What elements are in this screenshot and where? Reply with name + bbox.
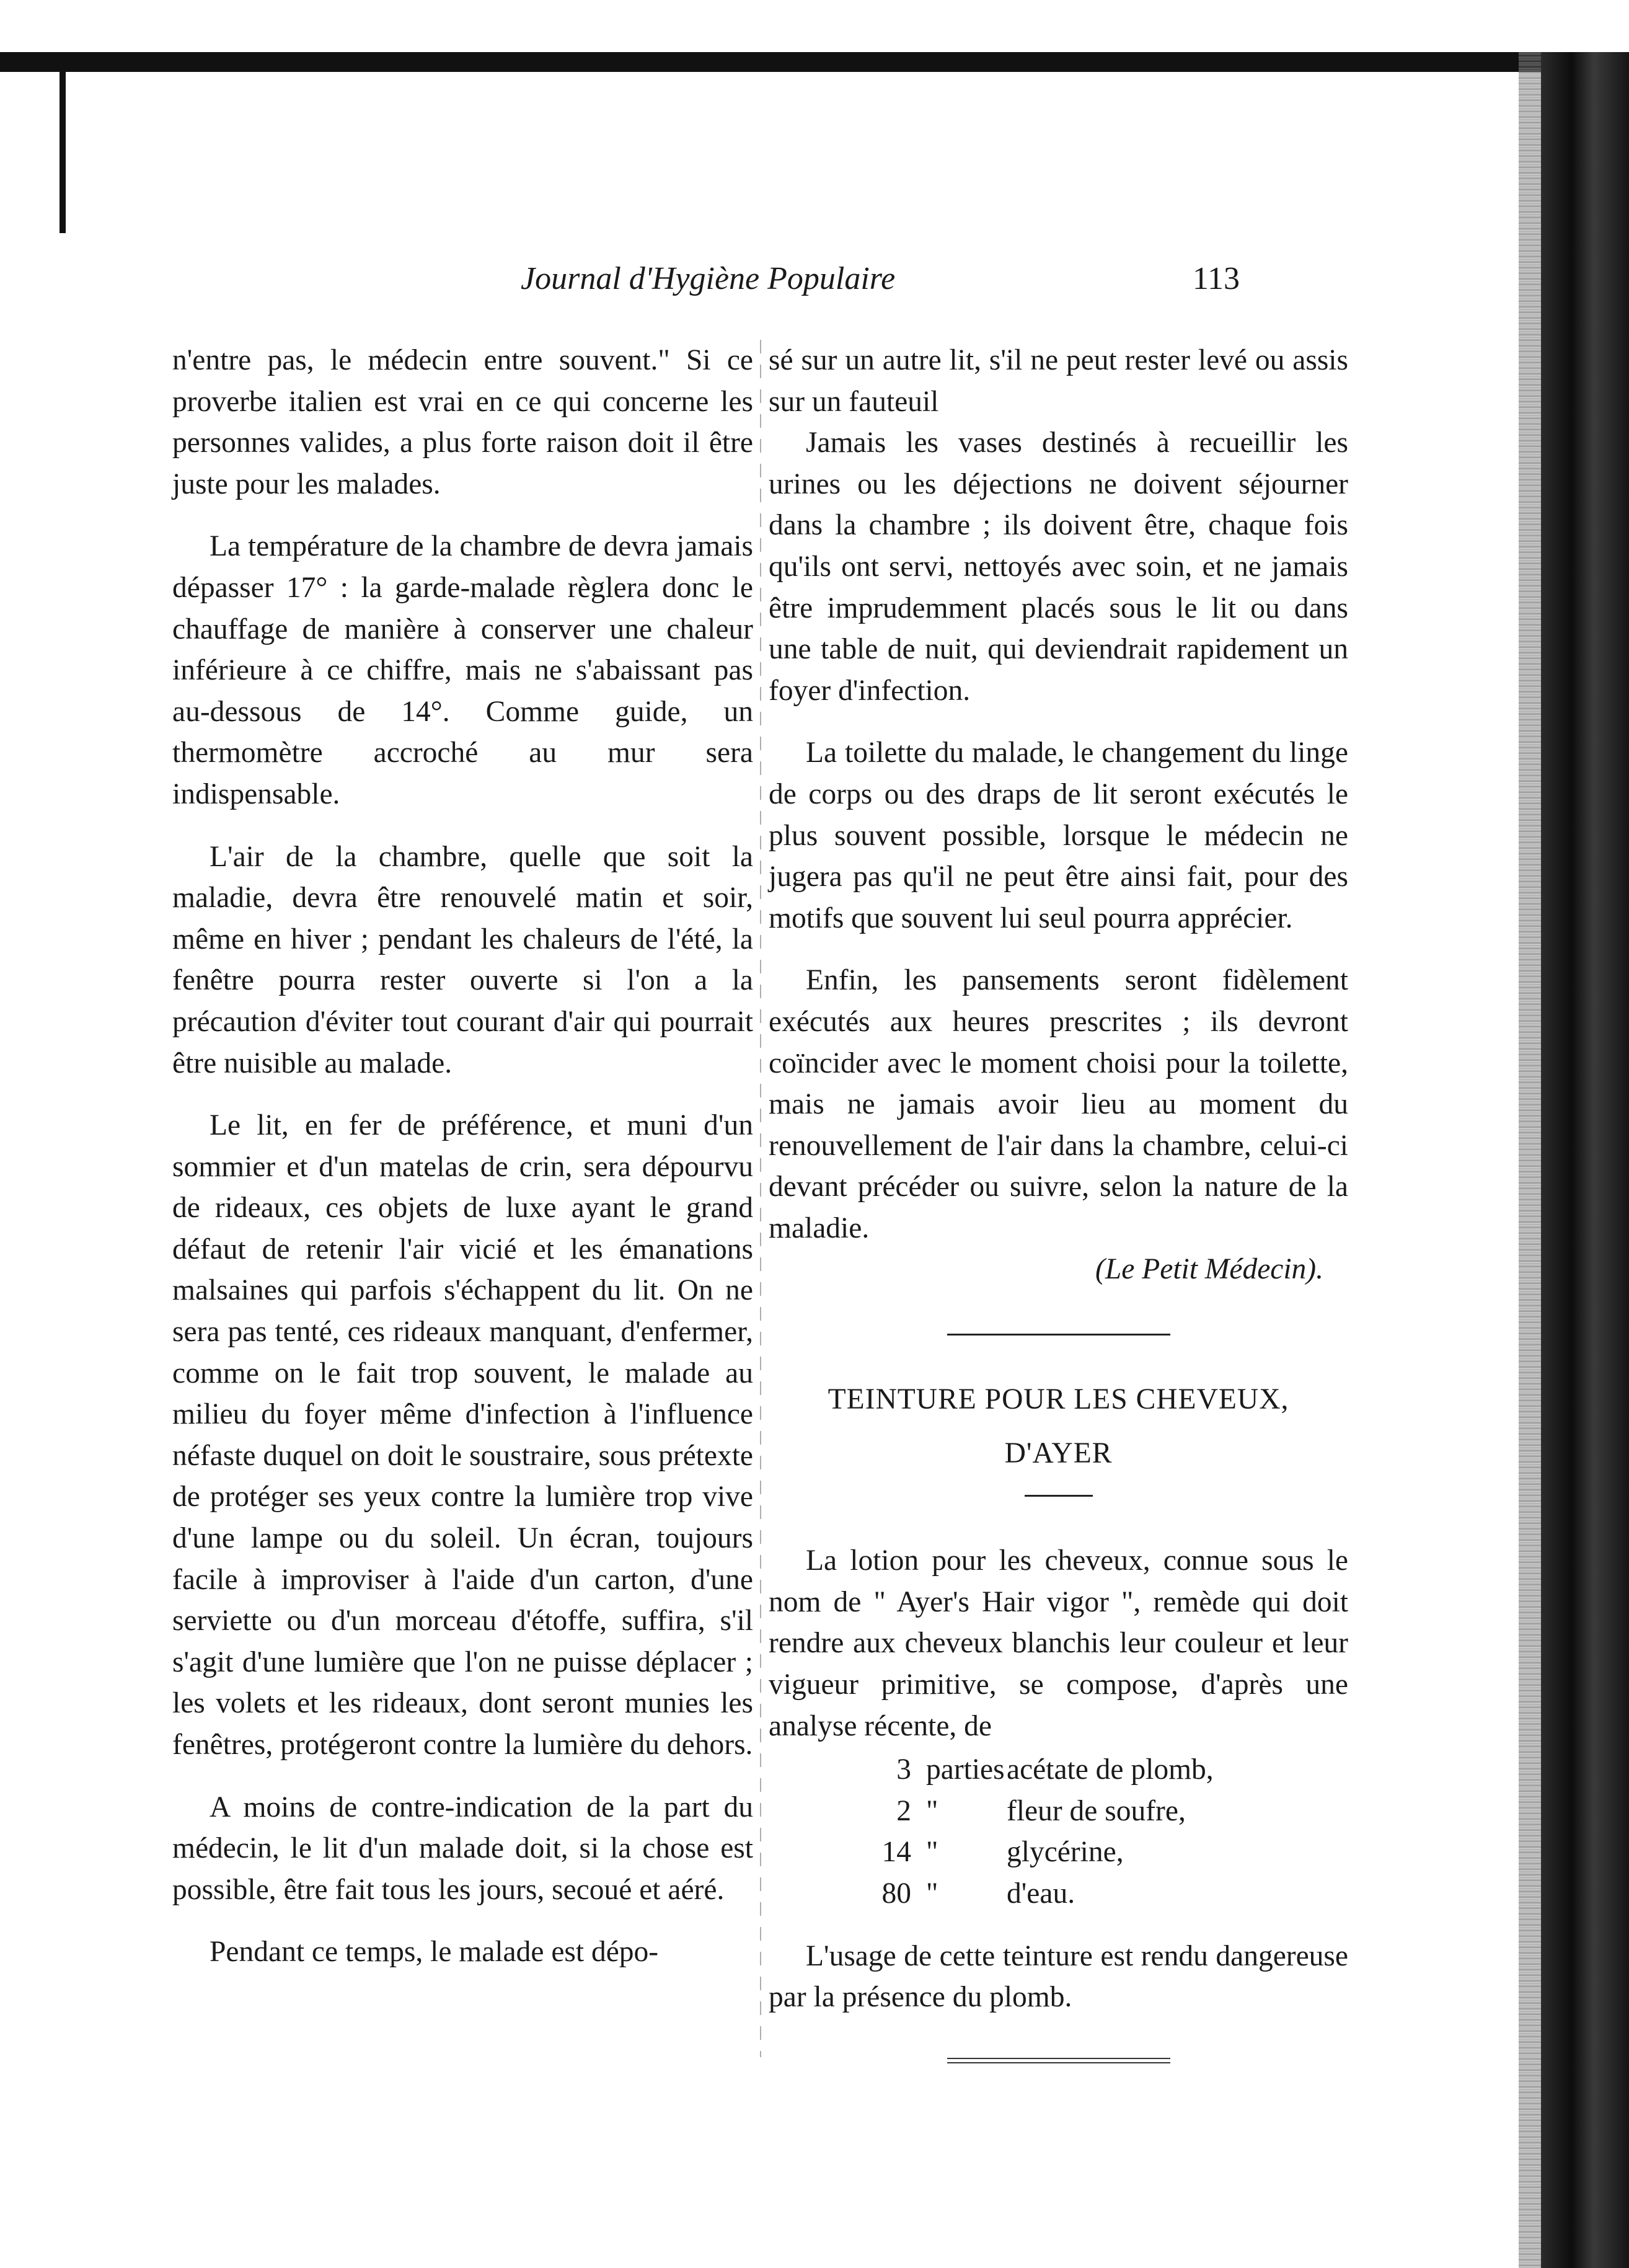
page-number: 113 xyxy=(1192,261,1240,296)
paragraph: Jamais les vases destinés à recueillir les urines ou les déjections ne doivent séjourner dans la chambre ; ils doivent être, chaque fois qu'ils ont servi, nettoyés avec soin, et ne jamais être imprudemment placés sous le lit ou dans une table de nuit, qui deviendrait rapidement un foyer d'infection. xyxy=(769,427,1348,707)
page-header xyxy=(521,260,1240,310)
paragraph: Enfin, les pansements seront fidèlement exécutés aux heures prescrites ; ils devront coïncider avec le moment choisi pour la toilette, mais ne jamais avoir lieu au moment du renouvellement de l'air dans la chambre, celui-ci devant précéder ou suivre, selon la nature de la maladie. xyxy=(769,964,1348,1244)
paragraph: La lotion pour les cheveux, connue sous le nom de " Ayer's Hair vigor ", remède qui doit rendre aux cheveux blanchis leur couleur et leur vigueur primitive, se compose, d'après une analyse récente, de xyxy=(769,1544,1348,1742)
paragraph: L'usage de cette teinture est rendu dangereuse par la présence du plomb. xyxy=(769,1939,1348,2014)
scan-top-border xyxy=(0,52,1629,72)
column-divider xyxy=(760,340,761,2057)
paragraph: n'entre pas, le médecin entre souvent." Si ce proverbe italien est vrai en ce qui concerne les personnes valides, a plus forte raison doit il être juste pour les malades. xyxy=(172,344,753,500)
right-column xyxy=(769,340,1348,2063)
section-rule xyxy=(947,1334,1170,1336)
paragraph: La température de la chambre de devra jamais dépasser 17° : la garde-malade règlera donc le chauffage de manière à conserver une chaleur inférieure à ce chiffre, mais ne s'abaissant pas au-dessous de 14°. Comme guide, un thermomètre accroché au mur sera indispensable. xyxy=(172,530,753,810)
recipe-list xyxy=(855,1749,1348,1914)
end-rule xyxy=(947,2058,1170,2063)
scan-left-mark xyxy=(60,72,66,233)
section-heading: TEINTURE POUR LES CHEVEUX, xyxy=(828,1383,1289,1416)
recipe-item: 3 parties acétate de plomb, xyxy=(896,1753,1214,1786)
paragraph: sé sur un autre lit, s'il ne peut rester levé ou assis sur un fauteuil xyxy=(769,344,1348,418)
paragraph: L'air de la chambre, quelle que soit la maladie, devra être renouvelé matin et soir, même en hiver ; pendant les chaleurs de l'été, la fenêtre pourra rester ouverte si l'on a la précaution d'éviter tout courant d'air qui pourrait être nuisible au malade. xyxy=(172,840,753,1079)
scan-right-border xyxy=(1541,52,1629,2268)
paragraph: Le lit, en fer de préférence, et muni d'un sommier et d'un matelas de crin, sera dépourvu de rideaux, ces objets de luxe ayant le grand défaut de retenir l'air vicié et les émanations malsaines qui parfois s'échappent du lit. On ne sera pas tenté, ces rideaux manquant, d'enfermer, comme on le fait trop souvent, le malade au milieu du foyer même d'infection à l'influence néfaste duquel on doit le soustraire, sous prétexte de protéger ses yeux contre la lumière trop vive d'une lampe ou du soleil. Un écran, toujours facile à improviser à l'aide d'un carton, d'une serviette ou d'un morceau d'étoffe, suffira, s'il s'agit d'une lumière que l'on ne puisse déplacer ; les volets et les rideaux, dont seront munies les fenêtres, protégeront contre la lumière du dehors. xyxy=(172,1109,753,1761)
article-source: (Le Petit Médecin). xyxy=(1095,1253,1323,1286)
running-title: Journal d'Hygiène Populaire xyxy=(521,261,896,296)
recipe-item: 2 " fleur de soufre, xyxy=(896,1794,1186,1827)
section-subheading: D'AYER xyxy=(1004,1437,1113,1469)
recipe-item: 80 " d'eau. xyxy=(881,1877,1075,1910)
paragraph: La toilette du malade, le changement du linge de corps ou des draps de lit seront exécutés le plus souvent possible, lorsque le médecin ne jugera pas qu'il ne peut être ainsi fait, pour des motifs que souvent lui seul pourra apprécier. xyxy=(769,737,1348,934)
heading-rule xyxy=(1025,1495,1093,1497)
recipe-item: 14 " glycérine, xyxy=(881,1836,1124,1869)
left-column xyxy=(172,340,753,1973)
paragraph: A moins de contre-indication de la part du médecin, le lit d'un malade doit, si la chose est possible, être fait tous les jours, secoué et aéré. xyxy=(172,1791,753,1906)
paragraph: Pendant ce temps, le malade est dépo- xyxy=(210,1936,659,1969)
